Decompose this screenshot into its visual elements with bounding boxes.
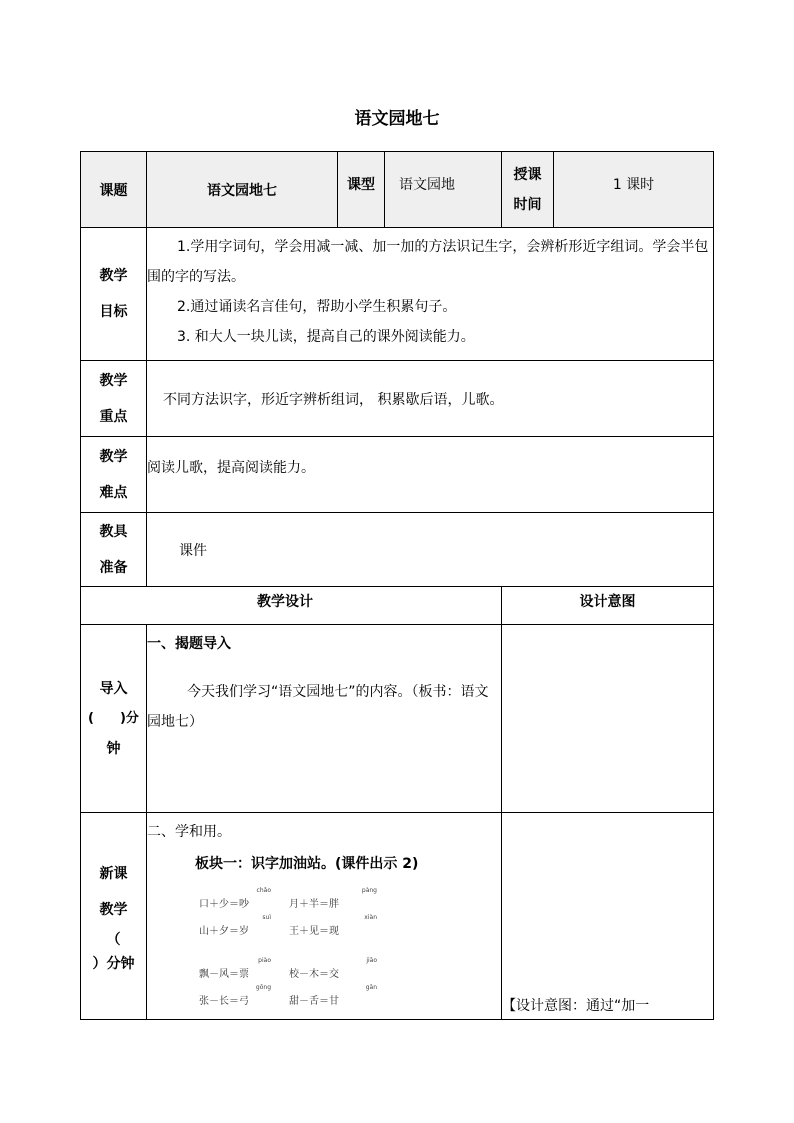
block-title: 板块一：识字加油站。(课件出示 2) [195,856,419,872]
equation-text: 飘－风＝票 [199,969,249,980]
equation-text: 甜－舌＝甘 [289,996,339,1007]
equation-item [199,914,271,937]
intro-label-line1: 导入 [99,680,128,697]
equation-spacer [199,941,377,953]
key-points-label-line2: 重点 [99,408,128,425]
equation-item [199,887,271,910]
intro-intent [502,625,714,813]
equation-item [289,914,377,937]
difficulties-label [81,437,147,513]
objective-item-2: 2.通过诵读名言佳句，帮助小学生积累句子。 [177,299,457,315]
objectives-label-line2: 目标 [99,304,128,320]
equation-text: 王＋见＝现 [289,926,339,937]
time-label-line1: 授课 [513,166,542,183]
lesson-plan-table [80,151,714,1020]
new-lesson-label-line2: 教学 [99,902,128,918]
intro-label-line3: 钟 [106,740,121,757]
equation-pinyin: suì [262,914,271,921]
difficulties-label-line1: 教学 [99,448,128,465]
design-label-text: 教学设计 [257,594,313,610]
design-header-row [81,587,714,625]
equation-pinyin: xiàn [364,914,377,921]
difficulties-text: 阅读儿歌，提高阅读能力。 [147,437,714,513]
objectives-label-line1: 教学 [99,268,128,284]
key-points-row [81,361,714,437]
new-lesson-heading: 二、学和用。 [147,824,231,840]
equation-item [199,984,271,1007]
time-label [502,152,554,228]
new-lesson-intent: 【设计意图：通过“加一 [502,813,714,1020]
new-lesson-label [81,813,147,1020]
type-label: 课型 [338,152,385,228]
tools-label-line2: 准备 [99,559,128,576]
key-points-text: 不同方法识字，形近字辨析组词， 积累歇后语，儿歌。 [147,361,714,437]
new-lesson-label-line3: （ [106,932,121,948]
objectives-label [81,228,147,361]
objective-item-3: 3. 和大人一块儿读，提高自己的课外阅读能力。 [177,329,475,345]
topic-label: 课题 [81,152,147,228]
objectives-content [147,228,714,361]
equation-item [199,957,271,980]
equation-text: 校－木＝交 [289,969,339,980]
key-points-label-line1: 教学 [99,372,128,389]
time-value: 1 课时 [554,152,714,228]
tools-label-line1: 教具 [99,523,128,540]
key-points-label [81,361,147,437]
intro-content [147,625,502,813]
equation-item [289,887,377,910]
equation-item [289,984,377,1007]
new-lesson-row [81,813,714,1020]
equation-text: 山＋夕＝岁 [199,926,249,937]
new-lesson-label-line1: 新课 [99,866,128,882]
header-row [81,152,714,228]
tools-row [81,513,714,587]
design-label [81,587,502,625]
page-title: 语文园地七 [354,109,440,129]
objective-item-1: 1.学用字词句，学会用减一减、加一加的方法识记生字，会辨析形近字组词。学会半包围的字的写法。 [147,239,709,285]
equation-grid [199,887,501,1007]
intro-label [81,625,147,813]
new-lesson-label-line4: ）分钟 [92,956,135,972]
equation-pinyin: gān [365,984,377,991]
new-lesson-content [147,813,502,1020]
type-value: 语文园地 [385,152,502,228]
intro-row [81,625,714,813]
equation-pinyin: gōng [255,984,271,991]
difficulties-label-line2: 难点 [99,484,128,501]
equation-pinyin: pàng [361,887,377,894]
equation-text: 张－长＝弓 [199,996,249,1007]
equation-pinyin: jiāo [366,957,377,964]
intro-heading: 一、揭题导入 [147,636,231,652]
time-label-line2: 时间 [513,196,542,213]
intent-label: 设计意图 [502,587,714,625]
equation-text: 月＋半＝胖 [289,899,339,910]
equation-pinyin: chǎo [256,887,271,894]
tools-label [81,513,147,587]
intro-text: 今天我们学习“语文园地七”的内容。（板书：语文园地七） [147,684,489,730]
equation-pinyin: piào [258,957,271,964]
topic-value: 语文园地七 [147,152,338,228]
equation-text: 口＋少＝吵 [199,899,249,910]
equation-item [289,957,377,980]
difficulties-row [81,437,714,513]
tools-text: 课件 [147,513,714,587]
intro-label-line2: ( )分 [88,710,139,726]
objectives-row [81,228,714,361]
